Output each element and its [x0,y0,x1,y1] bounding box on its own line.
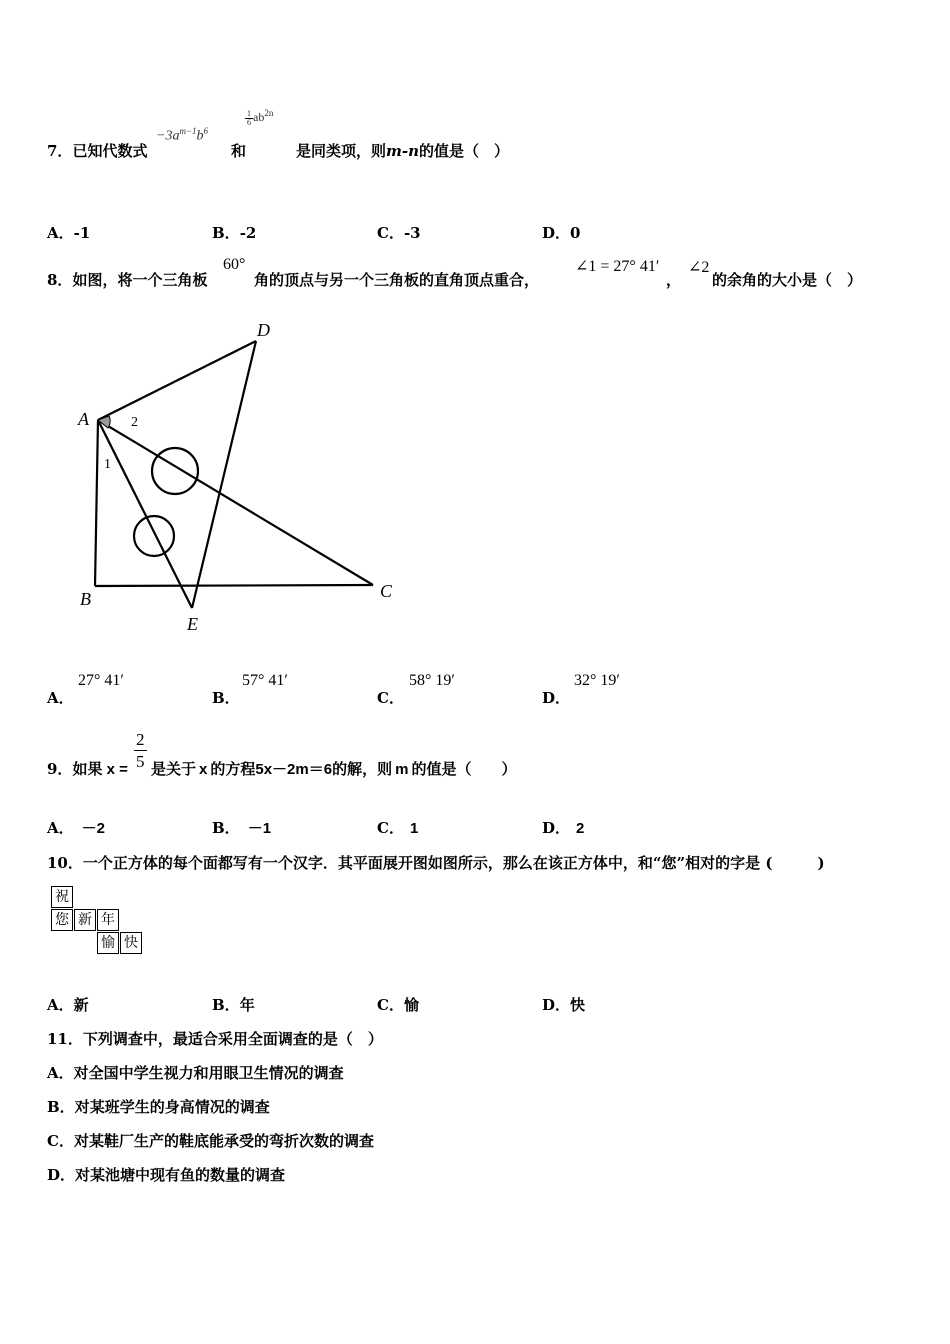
q11-option-c[interactable]: C．对某鞋厂生产的鞋底能承受的弯折次数的调查 [47,1132,374,1150]
q9-frac-den: 5 [136,752,145,771]
q9-fraction [134,731,147,770]
q8-stem-part2: 角的顶点与另一个三角板的直角顶点重合， [254,271,540,289]
q8-line-BC [95,585,373,586]
q8-text1: 如图，将一个三角板 [72,271,208,289]
q8-option-d-label[interactable]: D． [542,689,571,707]
q10-net-cell: 祝 [51,886,73,908]
q7-var: m-n [386,142,420,160]
q7-stem [47,140,147,161]
q9-number: 9． [47,760,73,778]
q11-stem [47,1028,383,1049]
q8-option-d-value[interactable]: 32° 19′ [574,672,620,689]
q8-hole-upper [152,448,198,494]
q7-expr1 [156,126,208,145]
q7-suffix [296,140,509,161]
q8-angle60: 60° [223,256,246,273]
q9-option-d[interactable]: D． 2 [542,819,585,837]
q9-text3: 的方程 [210,760,256,778]
q10-stem [47,852,825,873]
q7-prefix: 已知代数式 [72,142,148,160]
q10-net-cell: 快 [120,932,142,954]
q11-option-a[interactable]: A．对全国中学生视力和用眼卫生情况的调查 [47,1064,344,1082]
q8-label-one: 1 [104,457,111,472]
q9-stem-part1 [47,758,128,779]
q10-net-cell: 您 [51,909,73,931]
q7-option-a[interactable]: A．-1 [47,224,91,242]
q7-end: 的值是（ ） [419,142,510,160]
q7-expr2 [245,108,273,127]
q7-option-d[interactable]: D．0 [542,224,581,242]
q7-expr2-base: ab [253,110,265,124]
q8-label-E: E [187,614,198,634]
q7-expr1-b: b [196,128,204,144]
q8-angle2: ∠2 [688,259,710,276]
q8-label-C: C [380,581,393,601]
q8-option-b-value[interactable]: 57° 41′ [242,672,288,689]
q9-text5: 的值是（ ） [411,760,517,778]
q9-m: m [395,761,409,778]
q10-net-cell: 愉 [97,932,119,954]
q7-expr2-den: 6 [247,117,251,127]
q8-line-DE [192,341,256,608]
q10-number: 10． [47,854,83,872]
q8-angle-mark [98,416,110,428]
q10-option-d[interactable]: D．快 [542,996,586,1014]
q9-option-b[interactable]: B． －1 [212,819,272,837]
q7-option-c[interactable]: C．-3 [377,224,421,242]
q7-option-b[interactable]: B．-2 [212,224,257,242]
q8-line-AB [95,420,98,586]
q8-option-c-label[interactable]: C． [377,689,404,707]
q11-option-b[interactable]: B．对某班学生的身高情况的调查 [47,1098,270,1116]
q9-text2: 是关于 [151,760,197,778]
q8-label-A: A [78,409,89,429]
q10-option-b[interactable]: B．年 [212,996,255,1014]
q8-option-a-label[interactable]: A． [47,689,74,707]
q7-number: 7． [47,142,73,160]
q10-text: 一个正方体的每个面都写有一个汉字．其平面展开图如图所示，那么在该正方体中，和“您”相对的字是 ( ) [82,854,825,872]
q10-net-cell: 新 [74,909,96,931]
q9-x: x [199,761,208,778]
q8-label-two: 2 [131,415,138,430]
q7-and: 和 [231,142,247,160]
q7-expr1-base: −3a [156,128,180,144]
q8-figure [60,310,410,640]
q9-stem-part2 [151,758,516,779]
q8-comma: ， [666,271,682,289]
q8-option-c-value[interactable]: 58° 19′ [409,672,455,689]
q10-option-a[interactable]: A．新 [47,996,89,1014]
q7-suffix-text: 是同类项，则 [296,142,387,160]
q7-expr2-num: 1 [247,108,251,118]
q10-net-cell: 年 [97,909,119,931]
q8-stem-part3: 的余角的大小是（ ） [712,271,863,289]
q9-option-c[interactable]: C． 1 [377,819,419,837]
q9-text4: 的解，则 [332,760,393,778]
q7-expr1-exp1: m−1 [179,126,197,136]
q9-text1: 如果 x = [72,761,128,778]
q11-number: 11． [47,1030,83,1048]
q8-label-B: B [80,589,91,609]
q11-option-d[interactable]: D．对某池塘中现有鱼的数量的调查 [47,1166,286,1184]
q8-stem-part1 [47,269,207,290]
q7-expr1-exp2: 6 [203,126,209,136]
q9-option-a[interactable]: A． －2 [47,819,105,837]
q10-option-c[interactable]: C．愉 [377,996,419,1014]
q8-option-b-label[interactable]: B． [212,689,240,707]
q8-angle1: ∠1 = 27° 41′ [575,258,660,275]
q8-hole-lower [134,516,174,556]
q9-equation: 5x－2m＝6 [255,761,333,778]
q7-expr2-exp: 2n [264,108,274,118]
q8-option-a-value[interactable]: 27° 41′ [78,672,124,689]
q9-frac-num: 2 [136,730,145,749]
q8-number: 8． [47,271,73,289]
q8-label-D: D [257,320,270,340]
q11-text: 下列调查中，最适合采用全面调查的是（ ） [82,1030,383,1048]
q8-line-AD [98,341,256,420]
q7-expr2-fraction [245,110,253,127]
